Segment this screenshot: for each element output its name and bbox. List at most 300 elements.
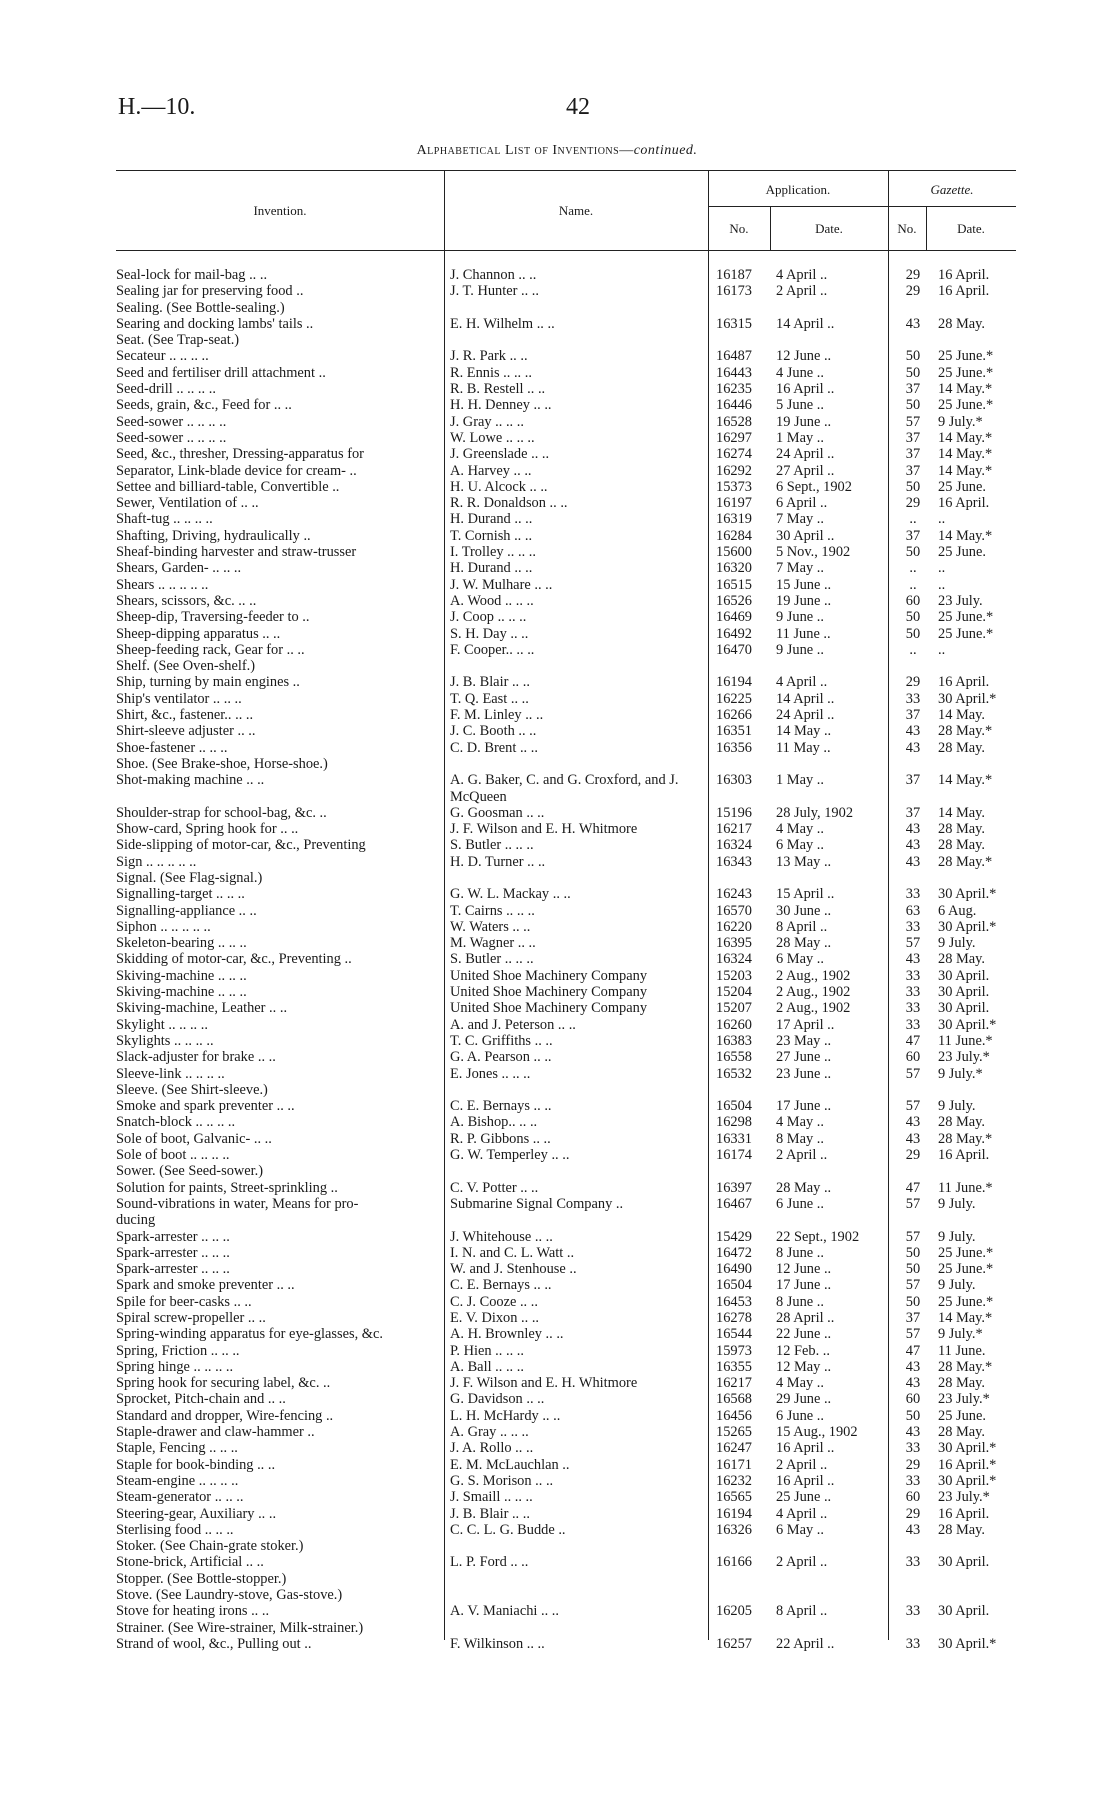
name-cell: G. S. Morison .. .. bbox=[450, 1472, 554, 1489]
gazette-no-cell: 57 bbox=[905, 413, 921, 430]
page-number: 42 bbox=[566, 94, 590, 120]
application-date-cell: 29 June .. bbox=[776, 1391, 832, 1408]
invention-cell: Skeleton-bearing .. .. .. bbox=[116, 935, 247, 952]
application-no-cell: 15204 bbox=[716, 984, 752, 1001]
application-no-cell: 16351 bbox=[716, 723, 752, 740]
application-date-cell: 14 April .. bbox=[776, 315, 835, 332]
gazette-no-cell: 37 bbox=[905, 462, 921, 479]
application-no-cell: 16528 bbox=[716, 413, 752, 430]
name-cell: A. and J. Peterson .. .. bbox=[450, 1016, 576, 1033]
invention-cell: Shears, scissors, &c. .. .. bbox=[116, 592, 257, 609]
col-header-app-no: No. bbox=[729, 221, 749, 236]
table-row bbox=[116, 1114, 1016, 1130]
gazette-no-cell: 50 bbox=[905, 397, 921, 414]
table-row bbox=[116, 495, 1016, 511]
gazette-date-cell: 25 June. bbox=[938, 1407, 986, 1424]
name-cell: W. Lowe .. .. .. bbox=[450, 429, 535, 446]
name-cell: E. H. Wilhelm .. .. bbox=[450, 315, 555, 332]
table-row bbox=[116, 1620, 1016, 1636]
invention-cell: Sower. (See Seed-sower.) bbox=[116, 1163, 264, 1180]
col-header-name: Name. bbox=[558, 203, 594, 218]
invention-cell: Spile for beer-casks .. .. bbox=[116, 1293, 252, 1310]
gazette-no-cell: 43 bbox=[905, 723, 921, 740]
name-cell: M. Wagner .. .. bbox=[450, 935, 536, 952]
application-no-cell: 16274 bbox=[716, 446, 752, 463]
application-no-cell: 16174 bbox=[716, 1147, 752, 1164]
invention-cell: Seed-sower .. .. .. .. bbox=[116, 429, 227, 446]
name-cell: H. D. Turner .. .. bbox=[450, 853, 546, 870]
application-no-cell: 16257 bbox=[716, 1635, 752, 1652]
gazette-no-cell: 57 bbox=[905, 1228, 921, 1245]
gazette-no-cell: 33 bbox=[905, 1554, 921, 1571]
gazette-date-cell: 30 April. bbox=[938, 984, 990, 1001]
invention-cell: Seed-drill .. .. .. .. bbox=[116, 381, 216, 398]
name-cell: J. B. Blair .. .. bbox=[450, 1505, 530, 1522]
application-date-cell: 22 Sept., 1902 bbox=[776, 1228, 860, 1245]
table-row bbox=[116, 446, 1016, 462]
gazette-date-cell: 6 Aug. bbox=[938, 902, 977, 919]
gazette-no-cell: 37 bbox=[905, 429, 921, 446]
document-code: H.—10. bbox=[118, 94, 196, 120]
name-cell: H. U. Alcock .. .. bbox=[450, 478, 548, 495]
table-row bbox=[116, 626, 1016, 642]
application-date-cell: 14 May .. bbox=[776, 723, 832, 740]
table-row bbox=[116, 1098, 1016, 1114]
gazette-no-cell: 33 bbox=[905, 1440, 921, 1457]
gazette-date-cell: 16 April. bbox=[938, 674, 990, 691]
gazette-date-cell: 30 April.* bbox=[938, 690, 997, 707]
application-no-cell: 16315 bbox=[716, 315, 752, 332]
table-row bbox=[116, 1359, 1016, 1375]
gazette-date-cell: 14 May.* bbox=[938, 381, 993, 398]
gazette-date-cell: 14 May.* bbox=[938, 429, 993, 446]
name-cell: Submarine Signal Company .. bbox=[450, 1195, 624, 1212]
table-row bbox=[116, 1489, 1016, 1505]
name-cell: E. V. Dixon .. .. bbox=[450, 1310, 540, 1326]
gazette-date-cell: .. bbox=[938, 511, 946, 528]
gazette-no-cell: 50 bbox=[905, 625, 921, 642]
application-date-cell: 19 June .. bbox=[776, 592, 832, 609]
application-date-cell: 6 June .. bbox=[776, 1195, 824, 1212]
gazette-no-cell: .. bbox=[909, 641, 917, 658]
invention-cell: Signal. (See Flag-signal.) bbox=[116, 869, 263, 886]
name-cell: P. Hien .. .. .. bbox=[450, 1342, 524, 1359]
invention-cell: Secateur .. .. .. .. bbox=[116, 348, 209, 365]
application-no-cell: 16220 bbox=[716, 918, 752, 935]
table-row bbox=[116, 658, 1016, 674]
application-no-cell: 16331 bbox=[716, 1130, 752, 1147]
name-cell: J. Smaill .. .. .. bbox=[450, 1489, 533, 1506]
application-date-cell: 28 July, 1902 bbox=[776, 804, 854, 821]
gazette-date-cell: 25 June.* bbox=[938, 348, 994, 365]
application-date-cell: 4 April .. bbox=[776, 1505, 828, 1522]
gazette-no-cell: 37 bbox=[905, 804, 921, 821]
gazette-no-cell: 50 bbox=[905, 1244, 921, 1261]
gazette-no-cell: 37 bbox=[905, 707, 921, 724]
application-no-cell: 16544 bbox=[716, 1326, 752, 1343]
application-date-cell: 6 April .. bbox=[776, 495, 828, 512]
gazette-no-cell: 50 bbox=[905, 478, 921, 495]
gazette-date-cell: .. bbox=[938, 560, 946, 577]
application-date-cell: 6 May .. bbox=[776, 1521, 824, 1538]
gazette-date-cell: 28 May. bbox=[938, 821, 986, 838]
table-row bbox=[116, 463, 1016, 479]
table-row bbox=[116, 1000, 1016, 1016]
name-cell: S. H. Day .. .. bbox=[450, 625, 529, 642]
application-date-cell: 7 May .. bbox=[776, 511, 824, 528]
application-date-cell: 15 June .. bbox=[776, 576, 832, 593]
gazette-date-cell: 28 May. bbox=[938, 1521, 986, 1538]
name-cell: W. and J. Stenhouse .. bbox=[450, 1261, 577, 1278]
name-cell: A. Gray .. .. .. bbox=[450, 1424, 529, 1441]
invention-cell: Side-slipping of motor-car, &c., Preventing bbox=[116, 837, 366, 854]
application-no-cell: 16467 bbox=[716, 1195, 752, 1212]
name-cell: R. B. Restell .. .. bbox=[450, 381, 546, 398]
application-date-cell: 28 April .. bbox=[776, 1310, 835, 1326]
table-row bbox=[116, 1473, 1016, 1489]
name-cell: G. Goosman .. .. bbox=[450, 804, 545, 821]
gazette-no-cell: 43 bbox=[905, 821, 921, 838]
name-cell: J. F. Wilson and E. H. Whitmore bbox=[450, 1375, 638, 1392]
name-cell: G. Davidson .. .. bbox=[450, 1391, 545, 1408]
page-title bbox=[0, 143, 1114, 159]
application-date-cell: 15 Aug., 1902 bbox=[776, 1424, 858, 1441]
gazette-date-cell: 9 July.* bbox=[938, 1326, 983, 1343]
gazette-no-cell: 57 bbox=[905, 1326, 921, 1343]
name-cell: C. J. Cooze .. .. bbox=[450, 1293, 538, 1310]
application-no-cell: 16558 bbox=[716, 1049, 752, 1066]
application-no-cell: 16217 bbox=[716, 821, 752, 838]
application-date-cell: 11 May .. bbox=[776, 739, 831, 756]
application-date-cell: 22 June .. bbox=[776, 1326, 832, 1343]
invention-cell: Spring hinge .. .. .. .. bbox=[116, 1358, 234, 1375]
gazette-date-cell: 25 June.* bbox=[938, 609, 994, 626]
name-cell: T. C. Griffiths .. .. bbox=[450, 1032, 553, 1049]
gazette-date-cell: 28 May.* bbox=[938, 1130, 993, 1147]
invention-cell: Staple, Fencing .. .. .. bbox=[116, 1440, 238, 1457]
table-row bbox=[116, 886, 1016, 902]
name-cell: United Shoe Machinery Company bbox=[450, 984, 648, 1001]
gazette-date-cell: 23 July. bbox=[938, 592, 983, 609]
application-date-cell: 23 May .. bbox=[776, 1032, 832, 1049]
invention-cell: Slack-adjuster for brake .. .. bbox=[116, 1049, 276, 1066]
name-cell: E. M. McLauchlan .. bbox=[450, 1456, 570, 1473]
application-no-cell: 16292 bbox=[716, 462, 752, 479]
application-date-cell: 4 May .. bbox=[776, 1114, 824, 1131]
gazette-no-cell: 60 bbox=[905, 592, 921, 609]
invention-cell: Shoulder-strap for school-bag, &c. .. bbox=[116, 804, 327, 821]
gazette-no-cell: 50 bbox=[905, 364, 921, 381]
gazette-date-cell: 9 July. bbox=[938, 1277, 976, 1294]
gazette-date-cell: 23 July.* bbox=[938, 1391, 990, 1408]
table-row bbox=[116, 1554, 1016, 1570]
table-row bbox=[116, 1538, 1016, 1554]
table-row bbox=[116, 283, 1016, 299]
invention-cell: Steam-generator .. .. .. bbox=[116, 1489, 244, 1506]
name-cell: J. A. Rollo .. .. bbox=[450, 1440, 534, 1457]
table-row bbox=[116, 1457, 1016, 1473]
gazette-no-cell: 37 bbox=[905, 446, 921, 463]
table-row bbox=[116, 674, 1016, 690]
invention-cell: Shirt, &c., fastener.. .. .. bbox=[116, 707, 254, 724]
invention-cell: Shot-making machine .. .. bbox=[116, 772, 265, 789]
application-date-cell: 5 June .. bbox=[776, 397, 824, 414]
invention-cell: Spring, Friction .. .. .. bbox=[116, 1342, 240, 1359]
gazette-no-cell: 33 bbox=[905, 886, 921, 903]
application-no-cell: 16565 bbox=[716, 1489, 752, 1506]
table-row bbox=[116, 1294, 1016, 1310]
application-date-cell: 27 April .. bbox=[776, 462, 835, 479]
name-cell: J. B. Blair .. .. bbox=[450, 674, 530, 691]
application-no-cell: 16194 bbox=[716, 674, 752, 691]
table-row bbox=[116, 528, 1016, 544]
gazette-date-cell: 30 April. bbox=[938, 1000, 990, 1017]
table-row bbox=[116, 381, 1016, 397]
inventions-table-body bbox=[116, 267, 1016, 1652]
application-no-cell: 16326 bbox=[716, 1521, 752, 1538]
table-row bbox=[116, 837, 1016, 853]
gazette-no-cell: 43 bbox=[905, 1130, 921, 1147]
application-no-cell: 16225 bbox=[716, 690, 752, 707]
application-date-cell: 12 June .. bbox=[776, 1261, 832, 1278]
application-no-cell: 15207 bbox=[716, 1000, 752, 1017]
application-no-cell: 16383 bbox=[716, 1032, 752, 1049]
gazette-date-cell: 14 May.* bbox=[938, 527, 993, 544]
table-row bbox=[116, 1603, 1016, 1619]
table-row bbox=[116, 577, 1016, 593]
table-row bbox=[116, 1196, 1016, 1212]
table-row bbox=[116, 348, 1016, 364]
gazette-no-cell: 43 bbox=[905, 1521, 921, 1538]
gazette-no-cell: 57 bbox=[905, 1195, 921, 1212]
gazette-no-cell: 37 bbox=[905, 527, 921, 544]
invention-cell: Sheaf-binding harvester and straw-trusser bbox=[116, 544, 357, 561]
gazette-no-cell: 29 bbox=[905, 283, 921, 300]
table-row bbox=[116, 1017, 1016, 1033]
table-row bbox=[116, 1375, 1016, 1391]
application-date-cell: 6 Sept., 1902 bbox=[776, 478, 852, 495]
name-cell: United Shoe Machinery Company bbox=[450, 967, 648, 984]
table-row bbox=[116, 544, 1016, 560]
application-no-cell: 16173 bbox=[716, 283, 752, 300]
application-no-cell: 16356 bbox=[716, 739, 752, 756]
name-cell: L. P. Ford .. .. bbox=[450, 1554, 529, 1571]
table-top-rule bbox=[116, 170, 1016, 171]
application-date-cell: 17 June .. bbox=[776, 1277, 832, 1294]
gazette-date-cell: 16 April. bbox=[938, 495, 990, 512]
application-no-cell: 16395 bbox=[716, 935, 752, 952]
invention-cell: Strand of wool, &c., Pulling out .. bbox=[116, 1635, 312, 1652]
table-row bbox=[116, 935, 1016, 951]
invention-cell: Stoker. (See Chain-grate stoker.) bbox=[116, 1538, 304, 1555]
name-cell: F. Cooper.. .. .. bbox=[450, 641, 535, 658]
invention-cell: Stove. (See Laundry-stove, Gas-stove.) bbox=[116, 1587, 343, 1604]
application-no-cell: 16456 bbox=[716, 1407, 752, 1424]
application-date-cell: 4 April .. bbox=[776, 674, 828, 691]
table-row bbox=[116, 740, 1016, 756]
gazette-date-cell: 14 May. bbox=[938, 804, 986, 821]
invention-cell: Skylights .. .. .. .. bbox=[116, 1032, 214, 1049]
gazette-date-cell: 11 June.* bbox=[938, 1179, 993, 1196]
invention-cell: Sign .. .. .. .. .. bbox=[116, 853, 197, 870]
name-cell: R. Ennis .. .. .. bbox=[450, 364, 532, 381]
gazette-date-cell: 30 April.* bbox=[938, 1635, 997, 1652]
gazette-no-cell: 33 bbox=[905, 1472, 921, 1489]
application-date-cell: 2 Aug., 1902 bbox=[776, 984, 851, 1001]
application-date-cell: 19 June .. bbox=[776, 413, 832, 430]
invention-cell: Spark-arrester .. .. .. bbox=[116, 1228, 230, 1245]
gazette-no-cell: 37 bbox=[905, 381, 921, 398]
name-cell: A. Ball .. .. .. bbox=[450, 1358, 524, 1375]
table-row bbox=[116, 1571, 1016, 1587]
gazette-no-cell: 50 bbox=[905, 1261, 921, 1278]
name-cell: C. E. Bernays .. .. bbox=[450, 1098, 552, 1115]
gazette-date-cell: 25 June. bbox=[938, 544, 986, 561]
invention-cell: Staple for book-binding .. .. bbox=[116, 1456, 276, 1473]
application-date-cell: 16 April .. bbox=[776, 381, 835, 398]
table-row bbox=[116, 691, 1016, 707]
application-date-cell: 9 June .. bbox=[776, 609, 824, 626]
table-row bbox=[116, 593, 1016, 609]
name-cell: F. M. Linley .. .. bbox=[450, 707, 544, 724]
application-no-cell: 16217 bbox=[716, 1375, 752, 1392]
application-no-cell: 16526 bbox=[716, 592, 752, 609]
name-cell: J. C. Booth .. .. bbox=[450, 723, 537, 740]
invention-cell: Shaft-tug .. .. .. .. bbox=[116, 511, 213, 528]
name-cell: T. Cairns .. .. .. bbox=[450, 902, 535, 919]
application-date-cell: 2 April .. bbox=[776, 1147, 828, 1164]
application-date-cell: 1 May .. bbox=[776, 772, 824, 789]
application-no-cell: 15973 bbox=[716, 1342, 752, 1359]
invention-cell: Show-card, Spring hook for .. .. bbox=[116, 821, 299, 838]
name-cell: H. Durand .. .. bbox=[450, 560, 533, 577]
gazette-date-cell: 16 April. bbox=[938, 283, 990, 300]
gazette-no-cell: 33 bbox=[905, 984, 921, 1001]
invention-cell: Sleeve. (See Shirt-sleeve.) bbox=[116, 1081, 268, 1098]
gazette-no-cell: 50 bbox=[905, 1293, 921, 1310]
invention-cell: Skiving-machine .. .. .. bbox=[116, 984, 247, 1001]
application-date-cell: 14 April .. bbox=[776, 690, 835, 707]
application-date-cell: 2 Aug., 1902 bbox=[776, 967, 851, 984]
invention-cell: Skylight .. .. .. .. bbox=[116, 1016, 208, 1033]
application-no-cell: 16324 bbox=[716, 837, 752, 854]
invention-cell: Spark and smoke preventer .. .. bbox=[116, 1277, 295, 1294]
gazette-date-cell: 28 May. bbox=[938, 837, 986, 854]
gazette-no-cell: 57 bbox=[905, 1098, 921, 1115]
invention-cell: Skiving-machine .. .. .. bbox=[116, 967, 247, 984]
application-no-cell: 16487 bbox=[716, 348, 752, 365]
gazette-date-cell: 11 June. bbox=[938, 1342, 986, 1359]
application-date-cell: 28 May .. bbox=[776, 935, 832, 952]
invention-cell: Seed, &c., thresher, Dressing-apparatus for bbox=[116, 446, 364, 463]
name-cell: J. Coop .. .. .. bbox=[450, 609, 527, 626]
invention-cell: Skiving-machine, Leather .. .. bbox=[116, 1000, 288, 1017]
invention-cell: Siphon .. .. .. .. .. bbox=[116, 918, 211, 935]
table-row bbox=[116, 919, 1016, 935]
table-row bbox=[116, 1245, 1016, 1261]
table-row bbox=[116, 560, 1016, 576]
invention-cell: Sprocket, Pitch-chain and .. .. bbox=[116, 1391, 286, 1408]
name-cell: J. W. Mulhare .. .. bbox=[450, 576, 553, 593]
application-date-cell: 4 May .. bbox=[776, 821, 824, 838]
table-row bbox=[116, 821, 1016, 837]
application-no-cell: 15429 bbox=[716, 1228, 752, 1245]
application-date-cell: 12 June .. bbox=[776, 348, 832, 365]
gazette-date-cell: 9 July. bbox=[938, 1228, 976, 1245]
gazette-date-cell: 28 May. bbox=[938, 739, 986, 756]
application-no-cell: 16492 bbox=[716, 625, 752, 642]
application-no-cell: 16319 bbox=[716, 511, 752, 528]
invention-cell: Sealing. (See Bottle-sealing.) bbox=[116, 299, 285, 316]
application-no-cell: 16343 bbox=[716, 853, 752, 870]
table-row bbox=[116, 984, 1016, 1000]
application-date-cell: 2 April .. bbox=[776, 1456, 828, 1473]
name-cell: S. Butler .. .. .. bbox=[450, 951, 534, 968]
application-date-cell: 15 April .. bbox=[776, 886, 835, 903]
gazette-no-cell: 29 bbox=[905, 1456, 921, 1473]
application-date-cell: 2 Aug., 1902 bbox=[776, 1000, 851, 1017]
invention-cell: Spark-arrester .. .. .. bbox=[116, 1261, 230, 1278]
application-date-cell: 7 May .. bbox=[776, 560, 824, 577]
gazette-date-cell: 30 April.* bbox=[938, 918, 997, 935]
invention-cell: Strainer. (See Wire-strainer, Milk-strainer.) bbox=[116, 1619, 364, 1636]
application-no-cell: 16232 bbox=[716, 1472, 752, 1489]
invention-cell: Ship's ventilator .. .. .. bbox=[116, 690, 242, 707]
invention-cell: Spark-arrester .. .. .. bbox=[116, 1244, 230, 1261]
gazette-no-cell: 37 bbox=[905, 1310, 921, 1326]
gazette-date-cell: 25 June.* bbox=[938, 1244, 994, 1261]
gazette-no-cell: 33 bbox=[905, 918, 921, 935]
application-date-cell: 11 June .. bbox=[776, 625, 831, 642]
gazette-date-cell: 30 April.* bbox=[938, 1440, 997, 1457]
gazette-date-cell: 28 May.* bbox=[938, 1358, 993, 1375]
application-date-cell: 8 June .. bbox=[776, 1293, 824, 1310]
table-row bbox=[116, 267, 1016, 283]
application-date-cell: 1 May .. bbox=[776, 429, 824, 446]
gazette-no-cell: 57 bbox=[905, 935, 921, 952]
gazette-no-cell: 33 bbox=[905, 1016, 921, 1033]
name-cell: J. Greenslade .. .. bbox=[450, 446, 550, 463]
table-row bbox=[116, 430, 1016, 446]
table-row bbox=[116, 1440, 1016, 1456]
invention-cell: Shears .. .. .. .. .. bbox=[116, 576, 209, 593]
gazette-no-cell: .. bbox=[909, 511, 917, 528]
application-no-cell: 16266 bbox=[716, 707, 752, 724]
application-no-cell: 16504 bbox=[716, 1277, 752, 1294]
gazette-date-cell: 25 June.* bbox=[938, 397, 994, 414]
name-cell: T. Cornish .. .. bbox=[450, 527, 533, 544]
gazette-no-cell: 29 bbox=[905, 674, 921, 691]
invention-cell: Standard and dropper, Wire-fencing .. bbox=[116, 1407, 334, 1424]
gazette-date-cell: 16 April.* bbox=[938, 1456, 997, 1473]
application-no-cell: 16490 bbox=[716, 1261, 752, 1278]
gazette-date-cell: 16 April. bbox=[938, 1505, 990, 1522]
name-cell: C. E. Bernays .. .. bbox=[450, 1277, 552, 1294]
application-no-cell: 16298 bbox=[716, 1114, 752, 1131]
gazette-no-cell: 47 bbox=[905, 1342, 921, 1359]
gazette-date-cell: 30 April. bbox=[938, 1603, 990, 1620]
gazette-date-cell: 25 June.* bbox=[938, 1293, 994, 1310]
name-cell: C. C. L. G. Budde .. bbox=[450, 1521, 566, 1538]
application-no-cell: 16303 bbox=[716, 772, 752, 789]
application-no-cell: 16284 bbox=[716, 527, 752, 544]
invention-cell: Shoe. (See Brake-shoe, Horse-shoe.) bbox=[116, 755, 328, 772]
application-no-cell: 15265 bbox=[716, 1424, 752, 1441]
col-header-gaz-date: Date. bbox=[957, 221, 985, 236]
invention-cell: Spiral screw-propeller .. .. bbox=[116, 1310, 266, 1326]
name-cell: J. Channon .. .. bbox=[450, 267, 537, 283]
name-cell: W. Waters .. .. bbox=[450, 918, 531, 935]
